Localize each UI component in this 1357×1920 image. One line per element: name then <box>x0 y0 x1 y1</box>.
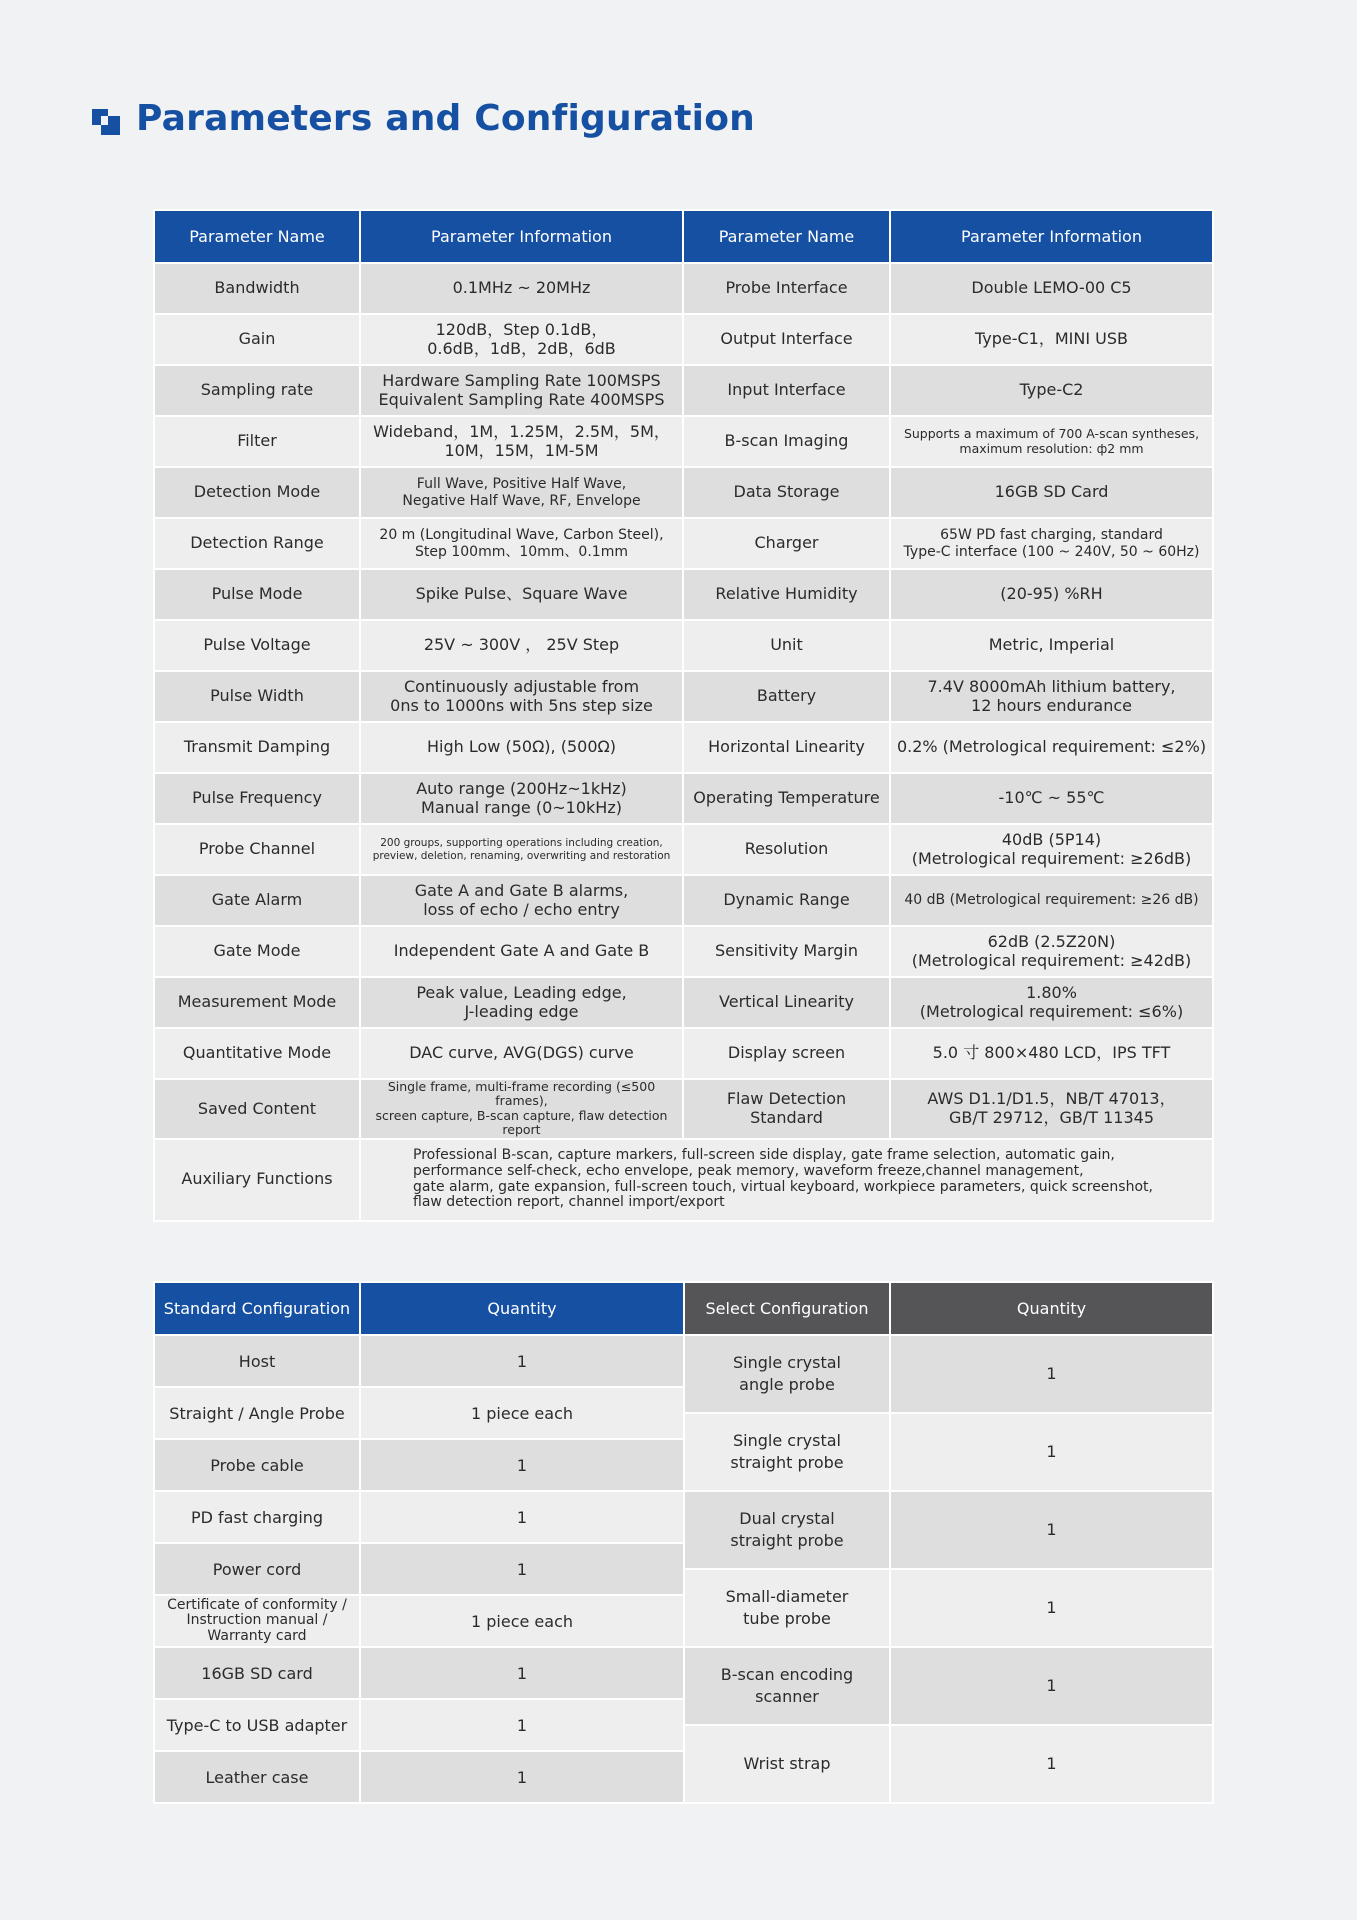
config-quantity: 1 <box>360 1699 684 1751</box>
parameters-header-row <box>154 210 1213 263</box>
standard-config-header-row <box>154 1282 684 1335</box>
cell-line: (Metrological requirement: ≥42dB) <box>911 950 1192 970</box>
cell-line: Double LEMO-00 C5 <box>971 278 1132 298</box>
cell-line: 16GB SD Card <box>994 482 1109 502</box>
cell-line: 7.4V 8000mAh lithium battery, <box>927 677 1176 697</box>
parameter-name: Sampling rate <box>154 365 360 416</box>
config-item <box>684 1569 890 1647</box>
parameter-name: Filter <box>154 416 360 467</box>
table-row <box>154 1439 684 1491</box>
cell-line: 25V ~ 300V ， 25V Step <box>423 635 620 655</box>
parameter-info <box>890 263 1213 314</box>
config-quantity: 1 <box>890 1335 1213 1413</box>
cell-line: Straight / Angle Probe <box>169 1403 345 1423</box>
parameter-name: Probe Channel <box>154 824 360 875</box>
cell-line: 10M，15M，1M-5M <box>444 440 599 460</box>
cell-line: Auto range (200Hz~1kHz) <box>416 779 627 799</box>
cell-line: 0.2% (Metrological requirement: ≤2%) <box>896 737 1207 757</box>
parameter-name: Detection Mode <box>154 467 360 518</box>
cell-line: tube probe <box>743 1609 831 1628</box>
cell-line: Probe cable <box>210 1455 304 1475</box>
parameter-info <box>360 620 683 671</box>
config-quantity: 1 <box>360 1543 684 1595</box>
parameter-name: Flaw Detection Standard <box>683 1079 890 1139</box>
table-row <box>154 977 1213 1028</box>
table-row <box>154 773 1213 824</box>
page-heading <box>92 98 755 139</box>
cell-line: 16GB SD card <box>201 1663 313 1683</box>
cell-line: (Metrological requirement: ≤6%) <box>919 1001 1184 1021</box>
parameter-name: Resolution <box>683 824 890 875</box>
cell-line: Peak value, Leading edge, <box>416 983 627 1003</box>
table-row <box>684 1725 1213 1803</box>
table-row <box>154 1647 684 1699</box>
parameter-name: Gate Mode <box>154 926 360 977</box>
table-row <box>154 824 1213 875</box>
standard-config-body <box>154 1335 684 1803</box>
config-quantity: 1 piece each <box>360 1387 684 1439</box>
column-header: Standard Configuration <box>154 1282 360 1335</box>
config-item <box>154 1543 360 1595</box>
parameter-name: Pulse Width <box>154 671 360 722</box>
config-item <box>154 1491 360 1543</box>
cell-line: DAC curve, AVG(DGS) curve <box>409 1043 634 1063</box>
cell-line: straight probe <box>730 1531 844 1550</box>
config-quantity: 1 <box>890 1725 1213 1803</box>
config-quantity: 1 piece each <box>360 1595 684 1647</box>
parameter-name: Horizontal Linearity <box>683 722 890 773</box>
cell-line: Small-diameter <box>725 1586 849 1606</box>
parameter-name: Data Storage <box>683 467 890 518</box>
table-row <box>154 1335 684 1387</box>
cell-line: 40 dB (Metrological requirement: ≥26 dB) <box>904 892 1199 909</box>
config-quantity: 1 <box>360 1751 684 1803</box>
cell-line: screen capture, B-scan capture, flaw detection report <box>375 1107 668 1138</box>
table-row <box>154 467 1213 518</box>
page-title: Parameters and Configuration <box>136 98 755 139</box>
parameter-info <box>890 365 1213 416</box>
cell-line: 1.80% <box>1026 983 1077 1003</box>
table-row <box>154 1491 684 1543</box>
table-row <box>154 620 1213 671</box>
parameter-info <box>360 824 683 875</box>
parameter-name: Vertical Linearity <box>683 977 890 1028</box>
cell-line: flaw detection report, channel import/export <box>413 1194 725 1211</box>
parameter-info <box>890 722 1213 773</box>
cell-line: Host <box>238 1351 276 1371</box>
cell-line: Supports a maximum of 700 A-scan syntheses, <box>903 426 1200 442</box>
parameter-info <box>360 467 683 518</box>
cell-line: Step 100mm、10mm、0.1mm <box>415 543 628 560</box>
cell-line: Negative Half Wave, RF, Envelope <box>402 492 641 509</box>
parameter-name: Auxiliary Functions <box>154 1139 360 1221</box>
parameter-info <box>360 977 683 1028</box>
config-quantity: 1 <box>890 1569 1213 1647</box>
cell-line: maximum resolution: ф2 mm <box>959 440 1144 456</box>
parameters-table <box>153 209 1214 1222</box>
cell-line: loss of echo / echo entry <box>423 899 620 919</box>
parameter-info <box>890 416 1213 467</box>
cell-line: 62dB (2.5Z20N) <box>987 932 1116 952</box>
cell-line: (20-95) %RH <box>1000 584 1103 604</box>
parameter-name: Pulse Mode <box>154 569 360 620</box>
cell-line: Single crystal <box>733 1430 841 1450</box>
table-row <box>154 1139 1213 1221</box>
parameter-info <box>890 569 1213 620</box>
parameter-name: Gate Alarm <box>154 875 360 926</box>
config-item <box>684 1491 890 1569</box>
cell-line: B-scan encoding <box>720 1664 854 1684</box>
cell-line: Spike Pulse、Square Wave <box>415 584 628 604</box>
cell-line: GB/T 29712，GB/T 11345 <box>948 1107 1155 1127</box>
parameter-name: Saved Content <box>154 1079 360 1139</box>
config-item <box>684 1335 890 1413</box>
cell-line: High Low (50Ω), (500Ω) <box>427 737 616 757</box>
cell-line: 40dB (5P14) <box>1001 830 1102 850</box>
cell-line: 0.1MHz ~ 20MHz <box>452 278 591 298</box>
parameter-name: Charger <box>683 518 890 569</box>
parameter-info <box>360 518 683 569</box>
parameter-name: Quantitative Mode <box>154 1028 360 1079</box>
config-quantity: 1 <box>890 1491 1213 1569</box>
parameter-info <box>890 1028 1213 1079</box>
cell-line: Wideband，1M，1.25M，2.5M，5M， <box>373 422 670 442</box>
parameter-name: Gain <box>154 314 360 365</box>
parameter-info <box>890 314 1213 365</box>
table-row <box>154 1751 684 1803</box>
parameter-name: Relative Humidity <box>683 569 890 620</box>
cell-line: Independent Gate A and Gate B <box>393 941 650 961</box>
config-item <box>154 1595 360 1647</box>
cell-line: 0.6dB，1dB，2dB，6dB <box>427 338 616 358</box>
column-header: Quantity <box>360 1282 684 1335</box>
table-row <box>154 926 1213 977</box>
cell-line: Equivalent Sampling Rate 400MSPS <box>378 389 665 409</box>
column-header: Select Configuration <box>684 1282 890 1335</box>
table-row <box>684 1647 1213 1725</box>
table-row <box>154 314 1213 365</box>
table-row <box>154 1387 684 1439</box>
config-quantity: 1 <box>890 1413 1213 1491</box>
cell-line: Instruction manual / <box>186 1612 328 1629</box>
table-row <box>154 671 1213 722</box>
cell-line: Leather case <box>205 1767 309 1787</box>
cell-line: 120dB，Step 0.1dB， <box>435 320 608 340</box>
parameter-info <box>360 569 683 620</box>
parameter-name: Bandwidth <box>154 263 360 314</box>
parameter-info <box>890 773 1213 824</box>
parameter-name: Operating Temperature <box>683 773 890 824</box>
parameter-info <box>360 1139 1213 1221</box>
parameter-info <box>360 416 683 467</box>
parameter-name: Sensitivity Margin <box>683 926 890 977</box>
config-quantity: 1 <box>360 1335 684 1387</box>
parameter-name: B-scan Imaging <box>683 416 890 467</box>
parameter-name: Dynamic Range <box>683 875 890 926</box>
parameter-name: Output Interface <box>683 314 890 365</box>
parameter-name: Pulse Voltage <box>154 620 360 671</box>
config-item <box>154 1439 360 1491</box>
table-row <box>154 1079 1213 1139</box>
table-row <box>154 1028 1213 1079</box>
parameter-info <box>360 926 683 977</box>
parameter-name: Transmit Damping <box>154 722 360 773</box>
config-quantity: 1 <box>360 1647 684 1699</box>
cell-line: 20 m (Longitudinal Wave, Carbon Steel), <box>379 527 664 544</box>
cell-line: gate alarm, gate expansion, full-screen touch, virtual keyboard, workpiece parameters, quick screenshot, <box>413 1178 1153 1195</box>
cell-line: Continuously adjustable from <box>403 677 640 697</box>
table-row <box>154 365 1213 416</box>
cell-line: Type-C2 <box>1019 380 1084 400</box>
table-row <box>684 1491 1213 1569</box>
table-row <box>154 1699 684 1751</box>
parameter-name: Measurement Mode <box>154 977 360 1028</box>
parameters-body <box>154 263 1213 1221</box>
standard-configuration-table <box>153 1281 685 1804</box>
parameter-info <box>360 875 683 926</box>
column-header: Quantity <box>890 1282 1213 1335</box>
parameter-name: Unit <box>683 620 890 671</box>
config-item <box>684 1647 890 1725</box>
table-row <box>154 518 1213 569</box>
cell-line: Manual range (0~10kHz) <box>421 797 622 817</box>
config-item <box>154 1647 360 1699</box>
config-item <box>154 1699 360 1751</box>
parameter-info <box>890 671 1213 722</box>
cell-line: 65W PD fast charging, standard <box>940 527 1163 544</box>
cell-line: Single frame, multi-frame recording (≤500 frames), <box>387 1079 656 1109</box>
parameter-info <box>360 773 683 824</box>
table-row <box>684 1413 1213 1491</box>
cell-line: performance self-check, echo envelope, peak memory, waveform freeze,channel management, <box>413 1162 1084 1179</box>
cell-line: preview, deletion, renaming, overwriting and restoration <box>372 849 671 862</box>
cell-line: 0ns to 1000ns with 5ns step size <box>390 695 653 715</box>
parameter-info <box>890 620 1213 671</box>
table-row <box>154 1595 684 1647</box>
table-row <box>154 1543 684 1595</box>
parameter-info <box>890 467 1213 518</box>
parameter-info <box>360 263 683 314</box>
column-header: Parameter Information <box>890 210 1213 263</box>
parameter-info <box>360 722 683 773</box>
cell-line: 12 hours endurance <box>971 695 1132 715</box>
config-item <box>154 1335 360 1387</box>
parameter-name: Display screen <box>683 1028 890 1079</box>
table-row <box>154 875 1213 926</box>
parameter-name: Probe Interface <box>683 263 890 314</box>
cell-line: Power cord <box>212 1559 302 1579</box>
cell-line: Professional B-scan, capture markers, full-screen side display, gate frame selection, automatic gain, <box>413 1147 1115 1164</box>
cell-line: Single crystal <box>733 1352 841 1372</box>
parameter-info <box>360 314 683 365</box>
parameter-info <box>890 518 1213 569</box>
select-config-body <box>684 1335 1213 1803</box>
config-quantity: 1 <box>890 1647 1213 1725</box>
cell-line: -10℃ ~ 55℃ <box>998 788 1105 808</box>
cell-line: PD fast charging <box>190 1507 324 1527</box>
cell-line: Dual crystal <box>739 1508 835 1528</box>
cell-line: Hardware Sampling Rate 100MSPS <box>382 371 661 391</box>
table-row <box>684 1569 1213 1647</box>
parameter-info <box>360 671 683 722</box>
column-header: Parameter Name <box>154 210 360 263</box>
parameter-info <box>890 875 1213 926</box>
parameter-info <box>890 977 1213 1028</box>
table-row <box>154 569 1213 620</box>
cell-line: (Metrological requirement: ≥26dB) <box>911 848 1192 868</box>
cell-line: 5.0 寸 800×480 LCD，IPS TFT <box>932 1043 1171 1063</box>
select-config-header-row <box>684 1282 1213 1335</box>
parameter-info <box>360 365 683 416</box>
parameter-name: Input Interface <box>683 365 890 416</box>
parameter-info <box>890 1079 1213 1139</box>
config-item <box>684 1725 890 1803</box>
cell-line: scanner <box>755 1687 819 1706</box>
cell-line: J-leading edge <box>464 1001 579 1021</box>
squares-logo-icon <box>92 103 120 135</box>
cell-line: AWS D1.1/D1.5，NB/T 47013， <box>927 1089 1176 1109</box>
column-header: Parameter Name <box>683 210 890 263</box>
table-row <box>154 722 1213 773</box>
cell-line: 200 groups, supporting operations including creation, <box>380 837 663 850</box>
cell-line: angle probe <box>739 1375 835 1394</box>
column-header: Parameter Information <box>360 210 683 263</box>
cell-line: Metric, Imperial <box>988 635 1115 655</box>
cell-line: Type-C to USB adapter <box>166 1715 348 1735</box>
config-quantity: 1 <box>360 1491 684 1543</box>
select-configuration-table <box>683 1281 1214 1804</box>
cell-line: straight probe <box>730 1453 844 1472</box>
config-item <box>154 1751 360 1803</box>
table-row <box>154 416 1213 467</box>
table-row <box>154 263 1213 314</box>
cell-line: Gate A and Gate B alarms, <box>414 881 629 901</box>
cell-line: Wrist strap <box>743 1753 831 1773</box>
parameter-name: Battery <box>683 671 890 722</box>
cell-line: Type-C1，MINI USB <box>974 329 1129 349</box>
parameter-info <box>890 926 1213 977</box>
config-item <box>154 1387 360 1439</box>
cell-line: Certificate of conformity / <box>167 1596 347 1613</box>
cell-line: Full Wave, Positive Half Wave, <box>416 476 627 493</box>
parameter-info <box>360 1028 683 1079</box>
parameter-name: Detection Range <box>154 518 360 569</box>
table-row <box>684 1335 1213 1413</box>
config-quantity: 1 <box>360 1439 684 1491</box>
cell-line: Type-C interface (100 ~ 240V, 50 ~ 60Hz) <box>903 543 1200 560</box>
parameter-info <box>890 824 1213 875</box>
config-item <box>684 1413 890 1491</box>
cell-line: Warranty card <box>207 1627 307 1644</box>
parameter-name: Pulse Frequency <box>154 773 360 824</box>
parameter-info <box>360 1079 683 1139</box>
